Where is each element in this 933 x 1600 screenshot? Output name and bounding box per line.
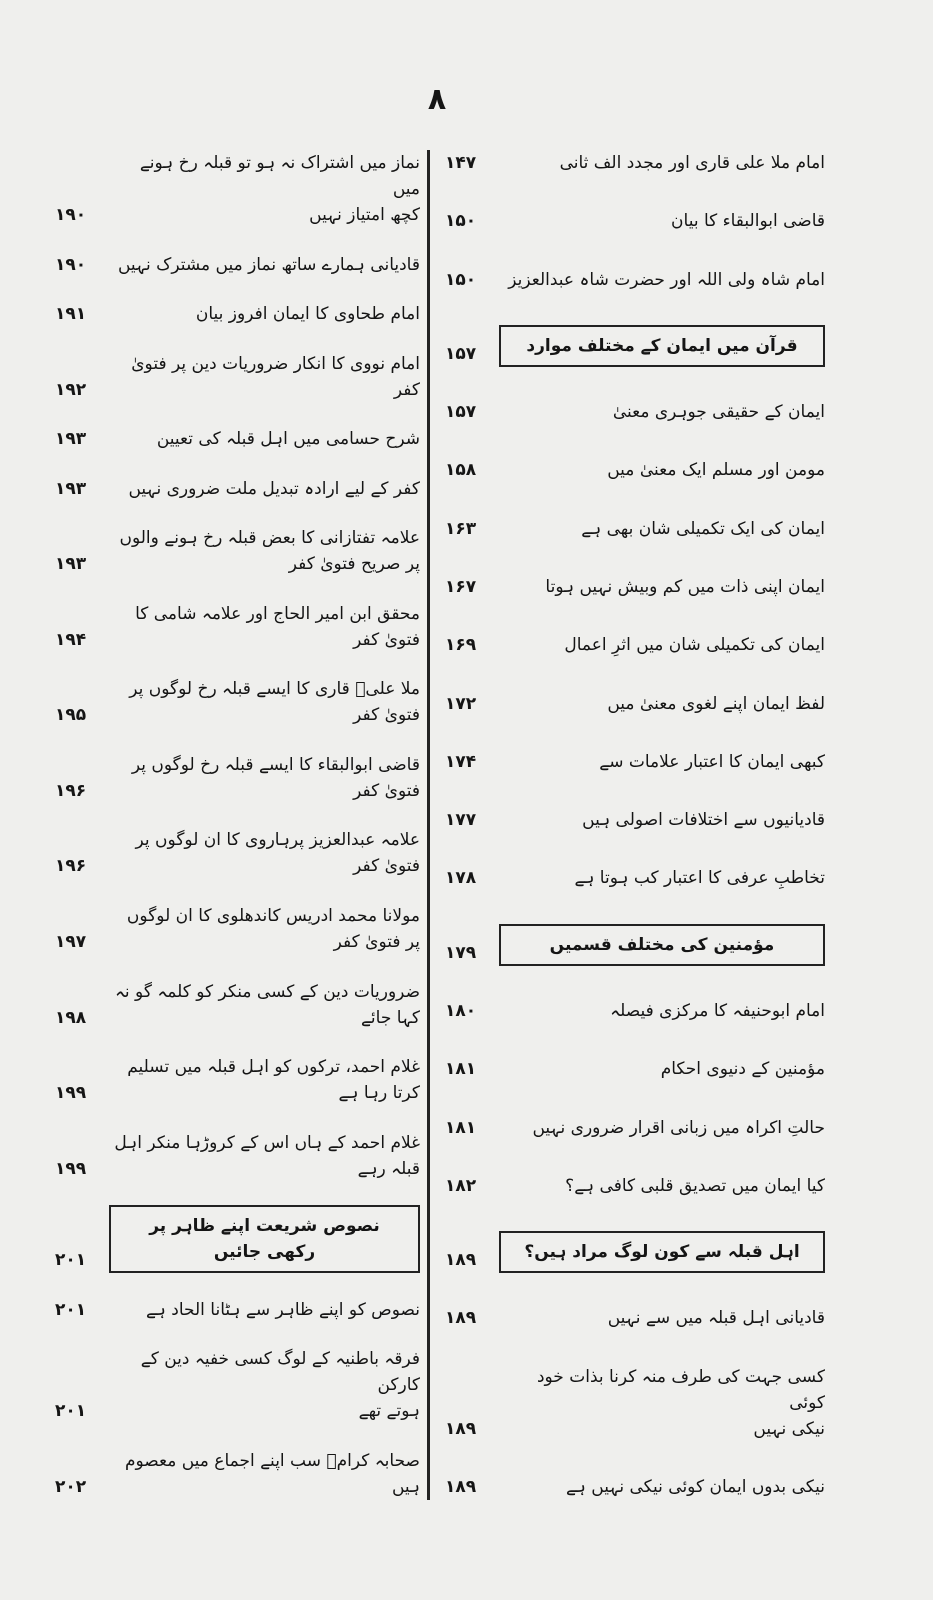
toc-left-column <box>55 150 420 1500</box>
toc-entry <box>55 1054 420 1106</box>
toc-entry-title: علامہ تفتازانی کا بعض قبلہ رخ ہونے والوں <box>119 528 420 549</box>
toc-entry-text <box>109 1297 420 1323</box>
toc-entry-text <box>499 1305 825 1331</box>
toc-entry-text <box>109 752 420 804</box>
toc-entry-text <box>109 1448 420 1500</box>
toc-page-number: ۱۸۲ <box>445 1175 477 1196</box>
toc-page-number: ۱۹۶ <box>55 780 87 801</box>
toc-entry-text <box>499 632 825 658</box>
toc-entry <box>445 325 825 367</box>
toc-entry-text <box>109 252 420 278</box>
toc-entry-text <box>499 457 825 483</box>
toc-page-number: ۱۸۹ <box>445 1418 477 1439</box>
toc-entry-title: مولانا محمد ادریس کاندھلوی کا ان لوگوں پر فتویٰ کفر <box>126 906 420 953</box>
toc-entry-title: امام طحاوی کا ایمان افروز بیان <box>195 304 420 325</box>
toc-entry <box>55 1130 420 1182</box>
toc-page-number: ۱۷۷ <box>445 810 477 831</box>
toc-page-number: ۱۵۸ <box>445 460 477 481</box>
toc-entry-title: ملا علیؒ قاری کا ایسے قبلہ رخ لوگوں پر فتویٰ کفر <box>129 679 420 726</box>
toc-page-number: ۱۹۵ <box>55 705 87 726</box>
toc-entry <box>55 601 420 653</box>
toc-entry-text <box>499 516 825 542</box>
toc-entry <box>55 676 420 728</box>
toc-entry <box>445 1474 825 1500</box>
toc-entry <box>55 752 420 804</box>
toc-entry <box>445 749 825 775</box>
toc-entry <box>445 691 825 717</box>
toc-entry-title: ایمان کی تکمیلی شان میں اثرِ اعمال <box>564 635 825 656</box>
toc-page-number: ۱۹۱ <box>55 304 87 325</box>
toc-page-number: ۱۶۹ <box>445 635 477 656</box>
toc-entry <box>445 924 825 966</box>
toc-entry <box>445 457 825 483</box>
toc-entry-title: فرقہ باطنیہ کے لوگ کسی خفیہ دین کے کارکن <box>140 1349 420 1396</box>
toc-page-number: ۱۶۷ <box>445 576 477 597</box>
toc-entry-text <box>499 749 825 775</box>
toc-entry-title: امام ابوحنیفہ کا مرکزی فیصلہ <box>610 1000 825 1021</box>
toc-page-number: ۱۵۷ <box>445 402 477 423</box>
toc-page-number: ۱۹۳ <box>55 554 87 575</box>
toc-entry-title: کچھ امتیاز نہیں <box>309 205 420 225</box>
toc-page-number: ۲۰۲ <box>55 1476 87 1497</box>
toc-entry-text <box>109 351 420 403</box>
toc-entry-title: ضروریات دین کے کسی منکر کو کلمہ گو نہ کہا جائے <box>114 981 420 1028</box>
toc-entry-title: نصوص کو اپنے ظاہر سے ہٹانا الحاد ہے <box>145 1299 420 1320</box>
toc-entry-text <box>499 691 825 717</box>
toc-entry <box>445 865 825 891</box>
toc-page-number: ۱۷۸ <box>445 868 477 889</box>
toc-entry-title: تخاطبِ عرفی کا اعتبار کب ہوتا ہے <box>574 868 825 889</box>
toc-entry-text <box>499 574 825 600</box>
toc-entry-title: قادیانی اہل قبلہ میں سے نہیں <box>607 1308 825 1329</box>
toc-entry <box>445 516 825 542</box>
toc-entry <box>55 351 420 403</box>
toc-entry <box>445 267 825 293</box>
toc-page-number: ۱۹۸ <box>55 1007 87 1028</box>
toc-entry <box>55 301 420 327</box>
toc-entry <box>445 1364 825 1442</box>
toc-page-number: ۱۵۰ <box>445 269 477 290</box>
toc-page-number: ۲۰۱ <box>55 1401 87 1422</box>
toc-entry-text <box>499 267 825 293</box>
toc-entry <box>445 1115 825 1141</box>
section-heading: مؤمنین کی مختلف قسمیں <box>549 934 775 955</box>
toc-entry-title: حالتِ اکراہ میں زبانی اقرار ضروری نہیں <box>532 1117 825 1138</box>
toc-entry-text <box>499 1173 825 1199</box>
toc-entry-title: ایمان کے حقیقی جوہری معنیٰ <box>612 402 825 423</box>
section-heading-box <box>109 1205 420 1273</box>
section-heading-box <box>499 924 825 966</box>
toc-entry-title: نیکی بدوں ایمان کوئی نیکی نہیں ہے <box>565 1476 825 1497</box>
toc-entry-title: شرح حسامی میں اہل قبلہ کی تعیین <box>156 429 420 450</box>
toc-entry-title: پر صریح فتویٰ کفر <box>288 554 420 575</box>
toc-entry <box>445 1231 825 1273</box>
toc-page-number: ۱۹۰ <box>55 205 87 225</box>
section-heading: اہل قبلہ سے کون لوگ مراد ہیں؟ <box>524 1242 800 1263</box>
toc-entry-text <box>109 903 420 955</box>
toc-entry-text <box>499 1115 825 1141</box>
toc-page-number: ۱۹۳ <box>55 429 87 450</box>
toc-entry-text <box>109 1054 420 1106</box>
toc-entry-text <box>499 399 825 425</box>
toc-entry-title: صحابہ کرامؓ سب اپنے اجماع میں معصوم ہیں <box>124 1450 420 1497</box>
toc-entry <box>55 979 420 1031</box>
toc-entry-title: محقق ابن امیر الحاج اور علامہ شامی کا فتویٰ کفر <box>135 603 420 650</box>
toc-page-number: ۱۹۷ <box>55 932 87 953</box>
toc-entry-title: مومن اور مسلم ایک معنیٰ میں <box>607 460 825 481</box>
toc-page-number: ۱۹۶ <box>55 856 87 877</box>
section-heading-box <box>499 1231 825 1273</box>
toc-entry-text <box>109 476 420 502</box>
toc-entry-title: امام نووی کا انکار ضروریات دین پر فتویٰ کفر <box>131 353 420 400</box>
toc-page-number: ۱۶۳ <box>445 518 477 539</box>
toc-entry-text <box>499 807 825 833</box>
toc-entry <box>445 574 825 600</box>
toc-entry <box>55 476 420 502</box>
toc-entry-title: کبھی ایمان کا اعتبار علامات سے <box>599 751 825 772</box>
toc-entry-title: قبلہ رہے <box>357 1158 420 1179</box>
toc-entry-text <box>109 426 420 452</box>
toc-entry-text <box>109 150 420 228</box>
toc-entry-text <box>109 979 420 1031</box>
toc-entry-title: غلام احمد کے ہاں اس کے کروڑہا منکر اہل <box>114 1132 420 1153</box>
toc-entry-title: نماز میں اشتراک نہ ہو تو قبلہ رخ ہونے میں <box>139 153 420 199</box>
toc-entry <box>55 426 420 452</box>
toc-entry-title: ایمان کی ایک تکمیلی شان بھی ہے <box>581 518 825 539</box>
toc-entry <box>55 1205 420 1273</box>
toc-entry-title: غلام احمد، ترکوں کو اہل قبلہ میں تسلیم کرتا رہا ہے <box>127 1057 420 1104</box>
toc-page-number: ۱۸۹ <box>445 1308 477 1329</box>
toc-entry-title: کفر کے لیے ارادہ تبدیل ملت ضروری نہیں <box>128 478 420 499</box>
toc-entry <box>445 632 825 658</box>
toc-entry-title: لفظ ایمان اپنے لغوی معنیٰ میں <box>607 693 825 714</box>
toc-page-number: ۱۴۷ <box>445 153 477 173</box>
toc-entry-text <box>109 601 420 653</box>
toc-entry <box>445 807 825 833</box>
toc-page-number: ۱۷۹ <box>445 942 477 963</box>
toc-page-number: ۲۰۱ <box>55 1250 87 1271</box>
toc-page-number: ۱۸۰ <box>445 1000 477 1021</box>
page-number: ۸ <box>427 82 447 117</box>
toc-entry <box>445 998 825 1024</box>
toc-entry-title: ہوتے تھے <box>358 1401 420 1422</box>
toc-page-number: ۱۹۹ <box>55 1158 87 1179</box>
toc-entry <box>55 1346 420 1424</box>
toc-entry <box>55 150 420 228</box>
toc-entry-text <box>109 1130 420 1182</box>
section-heading-box <box>499 325 825 367</box>
toc-entry-title: کسی جہت کی طرف منہ کرنا بذات خود کوئی <box>536 1366 825 1413</box>
toc-entry-text <box>109 1346 420 1424</box>
toc-entry <box>445 399 825 425</box>
toc-page-number: ۱۹۰ <box>55 254 87 275</box>
toc-right-column <box>445 150 825 1500</box>
toc-entry <box>445 1056 825 1082</box>
toc-entry-text <box>499 1056 825 1082</box>
toc-entry-text <box>109 525 420 577</box>
toc-entry-title: قادیانی ہمارے ساتھ نماز میں مشترک نہیں <box>117 254 420 275</box>
toc-page-number: ۱۷۴ <box>445 751 477 772</box>
toc-entry-title: قاضی ابوالبقاء کا ایسے قبلہ رخ لوگوں پر فتویٰ کفر <box>131 754 420 801</box>
toc-page-number: ۱۹۴ <box>55 629 87 650</box>
toc-entry-title: مؤمنین کے دنیوی احکام <box>660 1059 825 1080</box>
section-heading: نصوص شریعت اپنے ظاہر پر رکھی جائیں <box>149 1216 380 1263</box>
toc-entry-title: ایمان اپنی ذات میں کم وبیش نہیں ہوتا <box>545 576 825 597</box>
toc-page-number: ۱۵۰ <box>445 211 477 232</box>
toc-entry-text <box>499 1364 825 1442</box>
toc-entry-text <box>499 208 825 234</box>
toc-entry-text <box>499 1474 825 1500</box>
toc-page-number: ۱۸۹ <box>445 1476 477 1497</box>
toc-entry <box>445 1173 825 1199</box>
toc-entry-title: نیکی نہیں <box>753 1418 825 1439</box>
toc-entry <box>55 1448 420 1500</box>
toc-page-number: ۱۹۲ <box>55 379 87 400</box>
toc-entry-title: کیا ایمان میں تصدیق قلبی کافی ہے؟ <box>565 1175 825 1196</box>
toc-entry <box>55 1297 420 1323</box>
toc-entry-title: امام ملا علی قاری اور مجدد الف ثانی <box>559 153 825 173</box>
toc-page-number: ۱۸۹ <box>445 1250 477 1271</box>
toc-page-number: ۱۹۳ <box>55 478 87 499</box>
toc-entry-title: امام شاہ ولی اللہ اور حضرت شاہ عبدالعزیز <box>508 269 825 290</box>
toc-entry-title: قادیانیوں سے اختلافات اصولی ہیں <box>582 810 825 831</box>
toc-entry-title: علامہ عبدالعزیز پرہاروی کا ان لوگوں پر فتویٰ کفر <box>135 830 420 877</box>
toc-page-number: ۱۹۹ <box>55 1083 87 1104</box>
toc-entry <box>55 827 420 879</box>
toc-entry-text <box>109 676 420 728</box>
toc-page-number: ۱۷۲ <box>445 693 477 714</box>
toc-entry <box>55 903 420 955</box>
toc-page-number: ۱۸۱ <box>445 1059 477 1080</box>
toc-entry <box>445 150 825 176</box>
toc-entry-text <box>499 150 825 176</box>
toc-entry-text <box>109 827 420 879</box>
toc-entry <box>445 1305 825 1331</box>
toc-entry <box>445 208 825 234</box>
column-divider <box>427 150 430 1500</box>
toc-entry-text <box>499 998 825 1024</box>
section-heading: قرآن میں ایمان کے مختلف موارد <box>526 335 798 356</box>
toc-page-number: ۱۵۷ <box>445 343 477 364</box>
toc-entry-title: قاضی ابوالبقاء کا بیان <box>671 211 825 232</box>
toc-entry-text <box>499 865 825 891</box>
toc-entry <box>55 525 420 577</box>
toc-page-number: ۲۰۱ <box>55 1299 87 1320</box>
toc-entry-text <box>109 301 420 327</box>
toc-entry <box>55 252 420 278</box>
toc-page-number: ۱۸۱ <box>445 1117 477 1138</box>
